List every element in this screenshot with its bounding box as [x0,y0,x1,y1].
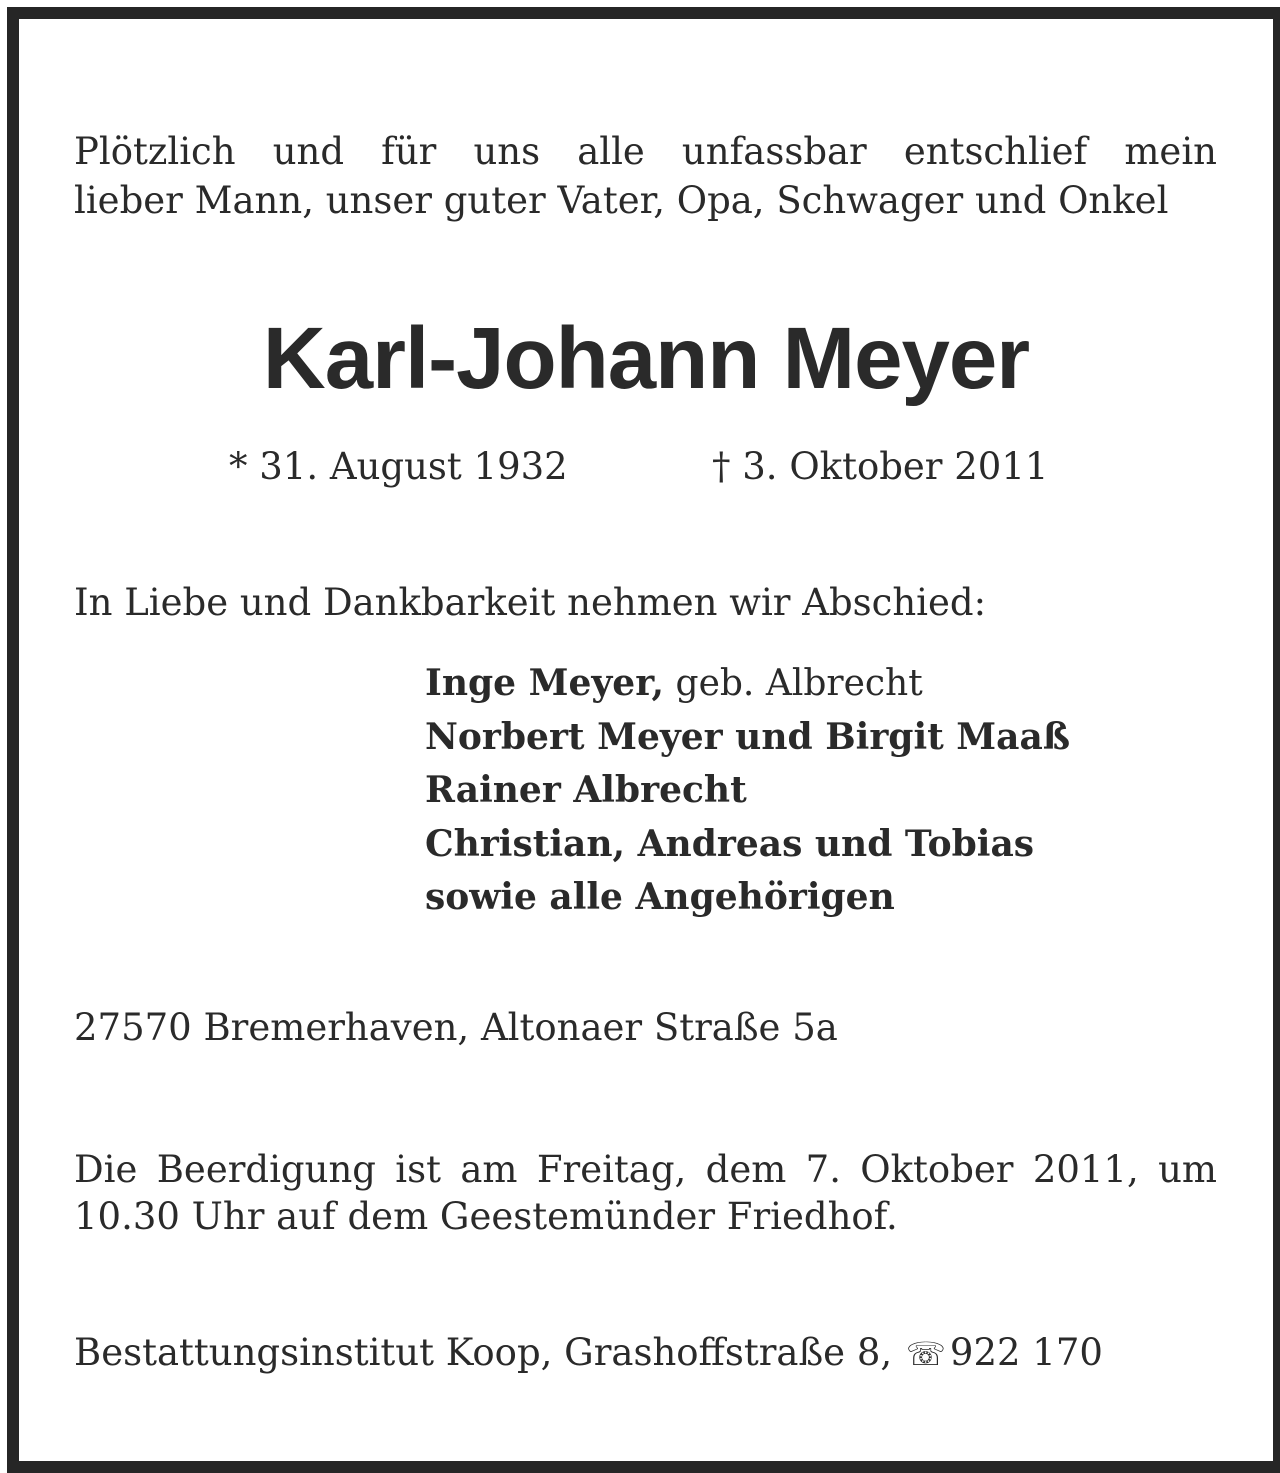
mourner-line: Christian, Andreas und Tobias [425,822,1035,865]
undertaker-text: Bestattungsinstitut Koop, Grashoffstraße 8, [74,1331,893,1374]
mourners-list [425,657,1070,925]
mourner-line: Norbert Meyer und Birgit Maaß [425,715,1071,758]
death-date: † 3. Oktober 2011 [712,445,1049,488]
undertaker-phone: 922 170 [949,1331,1103,1374]
birth-date: * 31. August 1932 [229,445,568,488]
family-address: 27570 Bremerhaven, Altonaer Straße 5a [74,1006,838,1049]
deceased-name: Karl-Johann Meyer [262,310,1030,407]
mourner-line: sowie alle Angehörigen [425,876,895,918]
intro-text [74,127,1217,225]
intro-line-2: lieber Mann, unser guter Vater, Opa, Schwager und Onkel [74,179,1169,222]
funeral-line-1: Die Beerdigung ist am Freitag, dem 7. Oktober 2011, um [74,1148,1217,1191]
intro-line-1: Plötzlich und für uns alle unfassbar entschlief mein [74,130,1217,173]
mourner-line: Inge Meyer, geb. Albrecht [425,662,923,704]
obituary-frame [7,7,1280,1473]
funeral-info [74,1146,1217,1240]
telephone-icon: ☏ [905,1335,946,1373]
undertaker-info [74,1329,1103,1378]
funeral-line-2: 10.30 Uhr auf dem Geestemünder Friedhof. [74,1195,898,1238]
mourner-line: Rainer Albrecht [425,769,747,811]
farewell-text: In Liebe und Dankbarkeit nehmen wir Abschied: [74,581,987,624]
